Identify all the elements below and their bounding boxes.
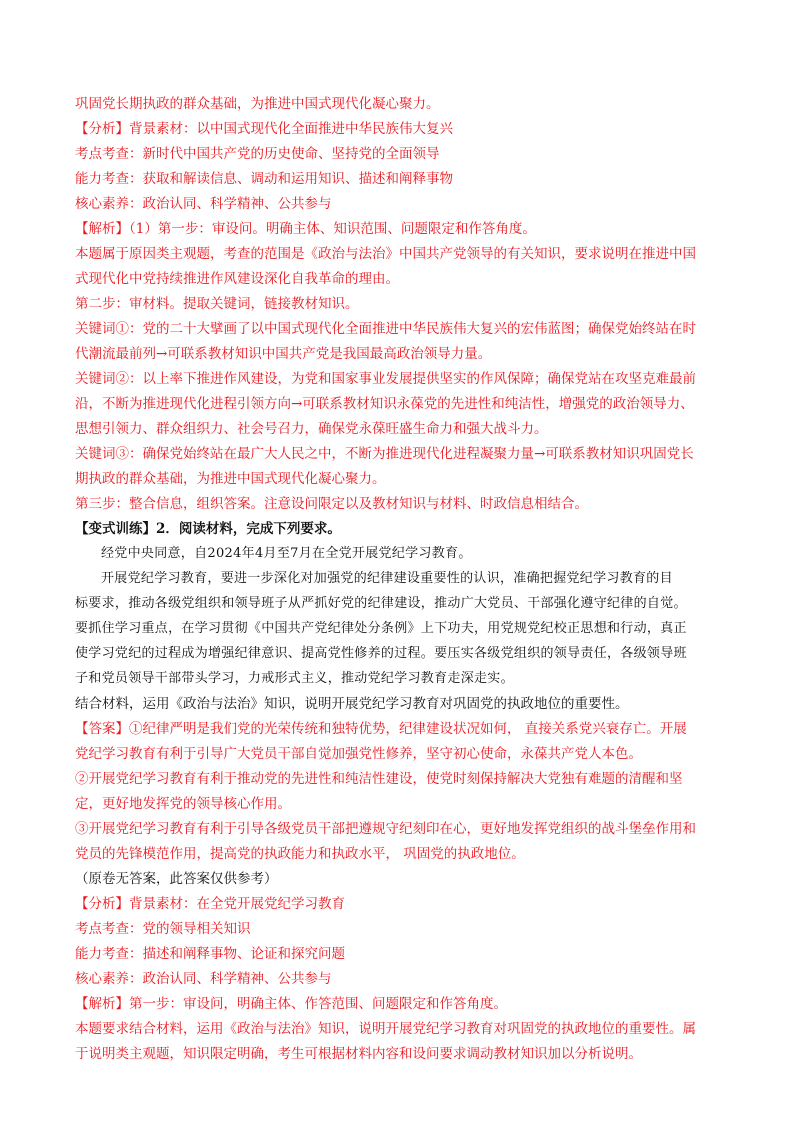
text-line: 本题要求结合材料，运用《政治与法治》知识，说明开展党纪学习教育对巩固党的执政地位的重要性。属 <box>75 1021 696 1037</box>
exercise-heading: 【变式训练】2．阅读材料，完成下列要求。 <box>75 521 341 537</box>
step-3: 第三步：整合信息，组织答案。注意设问限定以及教材知识与材料、时政信息相结合。 <box>75 496 588 512</box>
material-line: 要抓住学习重点，在学习贯彻《中国共产党纪律处分条例》上下功夫，用党规党纪校正思想和行动，真正 <box>75 621 687 636</box>
answer-note: （原卷无答案，此答案仅供参考） <box>75 871 278 887</box>
text-line: 巩固党长期执政的群众基础，为推进中国式现代化凝心聚力。 <box>75 96 440 112</box>
text-line: 式现代化中党持续推进作风建设深化自我革命的理由。 <box>75 271 399 287</box>
keyword-3: 关键词③：确保党始终站在最广大人民之中，不断为推进现代化进程凝聚力量→可联系教材知识巩固党长 <box>75 446 694 462</box>
text-line: 党纪学习教育有利于引导广大党员干部自觉加强党性修养，坚守初心使命，永葆共产党人本色。 <box>75 746 642 762</box>
question-text: 结合材料，运用《政治与法治》知识，说明开展党纪学习教育对巩固党的执政地位的重要性。 <box>75 696 629 712</box>
text-line: 思想引领力、群众组织力、社会号召力，确保党永葆旺盛生命力和强大战斗力。 <box>75 421 548 437</box>
explanation-heading-2: 【解析】第一步：审设问，明确主体、作答范围、问题限定和作答角度。 <box>75 996 507 1012</box>
analysis-heading-2: 【分析】背景素材：在全党开展党纪学习教育 <box>75 896 345 912</box>
analysis-heading: 【分析】背景素材：以中国式现代化全面推进中华民族伟大复兴 <box>75 121 453 137</box>
keyword-1: 关键词①：党的二十大擘画了以中国式现代化全面推进中华民族伟大复兴的宏伟蓝图；确保党始终站在时 <box>75 321 696 337</box>
text-line: 核心素养：政治认同、科学精神、公共参与 <box>75 971 332 987</box>
material-line: 使学习党纪的过程成为增强纪律意识、提高党性修养的过程。要压实各级党组织的领导责任，各级领导班 <box>75 646 687 661</box>
text-line: 第二步：审材料。提取关键词，链接教材知识。 <box>75 296 359 312</box>
answer-point-3: ③开展党纪学习教育有利于引导各级党员干部把遵规守纪刻印在心，更好地发挥党组织的战斗堡垒作用和 <box>75 821 696 837</box>
text-line: 考点考查：新时代中国共产党的历史使命、坚持党的全面领导 <box>75 146 440 162</box>
material-paragraph: 经党中央同意，自2024年4月至7月在全党开展党纪学习教育。 <box>101 546 472 561</box>
explanation-heading: 【解析】（1）第一步：审设问。明确主体、知识范围、问题限定和作答角度。 <box>75 221 536 237</box>
text-line: 沿，不断为推进现代化进程引领方向→可联系教材知识永葆党的先进性和纯洁性，增强党的政治领导力、 <box>75 396 694 412</box>
text-line: 定，更好地发挥党的领导核心作用。 <box>75 796 291 812</box>
text-line: 党员的先锋模范作用，提高党的执政能力和执政水平， 巩固党的执政地位。 <box>75 846 525 862</box>
text-line: 本题属于原因类主观题，考查的范围是《政治与法治》中国共产党领导的有关知识，要求说明在推进中国 <box>75 246 696 262</box>
text-line: 期执政的群众基础，为推进中国式现代化凝心聚力。 <box>75 471 386 487</box>
material-line: 标要求，推动各级党组织和领导班子从严抓好党的纪律建设，推动广大党员、干部强化遵守纪律的自觉。 <box>75 596 687 611</box>
text-line: 能力考查：获取和解读信息、调动和运用知识、描述和阐释事物 <box>75 171 453 187</box>
text-line: 核心素养：政治认同、科学精神、公共参与 <box>75 196 332 212</box>
material-paragraph: 开展党纪学习教育，要进一步深化对加强党的纪律建设重要性的认识，准确把握党纪学习教育的目 <box>101 571 673 586</box>
text-line: 能力考查：描述和阐释事物、论证和探究问题 <box>75 946 345 962</box>
text-line: 考点考查：党的领导相关知识 <box>75 921 251 937</box>
answer-point-2: ②开展党纪学习教育有利于推动党的先进性和纯洁性建设，使党时刻保持解决大党独有难题的清醒和坚 <box>75 771 683 787</box>
text-line: 于说明类主观题，知识限定明确，考生可根据材料内容和设问要求调动教材知识加以分析说明。 <box>75 1046 642 1062</box>
text-line: 代潮流最前列→可联系教材知识中国共产党是我国最高政治领导力量。 <box>75 346 492 362</box>
keyword-2: 关键词②：以上率下推进作风建设，为党和国家事业发展提供坚实的作风保障；确保党站在攻坚克难最前 <box>75 371 696 387</box>
material-line: 子和党员领导干部带头学习，力戒形式主义，推动党纪学习教育走深走实。 <box>75 671 514 686</box>
answer-heading: 【答案】①纪律严明是我们党的光荣传统和独特优势，纪律建设状况如何， 直接关系党兴衰存亡。开展 <box>75 721 687 737</box>
